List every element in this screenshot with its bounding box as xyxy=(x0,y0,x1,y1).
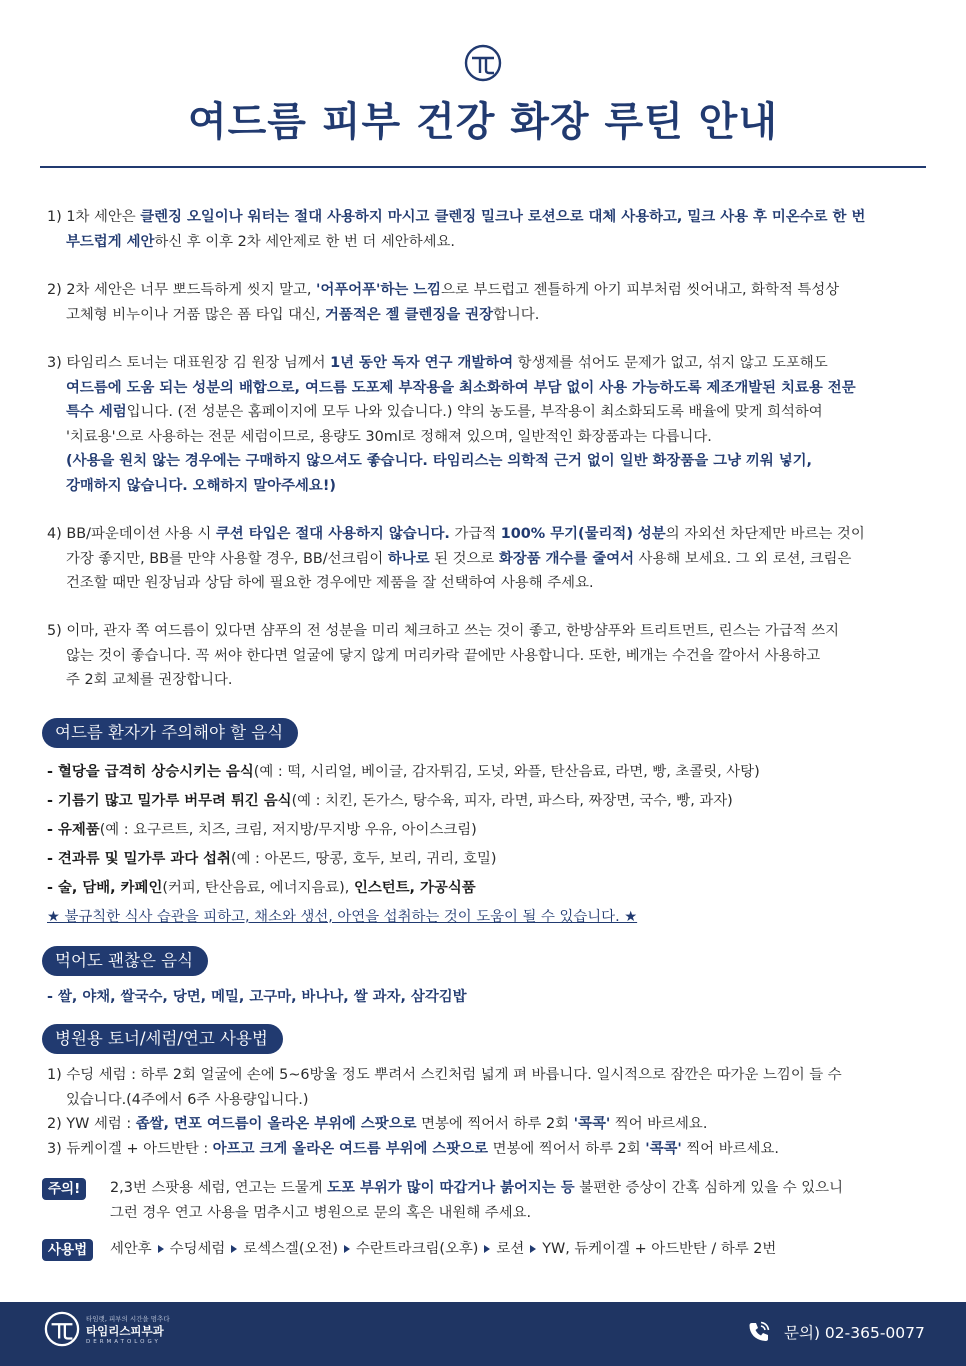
avoid-foods-heading: 여드름 환자가 주의해야 할 음식 xyxy=(42,718,298,748)
footer-tagline: 타임랫, 피부의 시간을 멈추다 xyxy=(86,1315,170,1323)
phone-icon xyxy=(746,1319,772,1345)
clinic-name-english: DERMATOLOGY xyxy=(86,1339,161,1345)
ok-foods-list: - 쌀, 야채, 쌀국수, 당면, 메밀, 고구마, 바나나, 쌀 과자, 삼각김밥 xyxy=(47,989,467,1005)
triangle-right-icon xyxy=(231,1245,237,1253)
usage-method-steps xyxy=(110,1237,930,1262)
triangle-right-icon xyxy=(530,1245,536,1253)
step-item: YW, 듀케이겔 + 아드반탄 / 하루 2번 xyxy=(542,1241,777,1257)
step-item: 세안후 xyxy=(110,1241,152,1257)
paragraph-1: 1) 1차 세안은 클렌징 오일이나 워터는 절대 사용하지 마시고 클렌징 밀크나 로션으로 대체 사용하고, 밀크 사용 후 미온수로 한 번 부드럽게 세안하신 후 이후 2차 세안제로 한 번 더 세안하세요. xyxy=(47,209,866,250)
step-item: 로션 xyxy=(496,1241,525,1257)
triangle-right-icon xyxy=(344,1245,350,1253)
page-title: 여드름 피부 건강 화장 루틴 안내 xyxy=(188,99,778,145)
triangle-right-icon xyxy=(158,1245,164,1253)
step-item: 수딩세럼 xyxy=(169,1241,226,1257)
timeless-logo-icon xyxy=(44,1311,80,1347)
title-divider xyxy=(40,166,926,168)
list-item: - 혈당을 급격히 상승시키는 음식(예 : 떡, 시리얼, 베이글, 감자튀김, 도넛, 와플, 탄산음료, 라면, 빵, 초콜릿, 사탕) xyxy=(47,764,760,780)
step-item: 로섹스겔(오전) xyxy=(243,1241,338,1257)
caution-text: 2,3번 스팟용 세럼, 연고는 드물게 도포 부위가 많이 따갑거나 붉어지는 등 불편한 증상이 간혹 심하게 있을 수 있으니 그런 경우 연고 사용을 멈추시고 병원으로 문의 혹은 내원해 주세요. xyxy=(110,1180,843,1221)
usage-list: 1) 수딩 세럼 : 하루 2회 얼굴에 손에 5~6방울 정도 뿌려서 스킨처럼 넓게 펴 바릅니다. 일시적으로 잠깐은 따가운 느낌이 들 수 있습니다.(4주에서 6주 사용량입니다.) 2) YW 세럼 : 좁쌀, 면포 여드름이 올라온 부위에 스팟으로 면봉에 찍어서 하루 2회 '콕콕' 찍어 바르세요. 3) 듀케이겔 + 아드반탄 : 아프고 크게 올라온 여드름 부위에 스팟으로 면봉에 찍어서 하루 2회 '콕콕' 찍어 바르세요. xyxy=(47,1067,842,1157)
caution-badge: 주의! xyxy=(42,1178,86,1200)
avoid-foods-list xyxy=(47,758,927,932)
usage-heading: 병원용 토너/세럼/연고 사용법 xyxy=(42,1024,283,1054)
step-item: 수란트라크림(오후) xyxy=(355,1241,479,1257)
timeless-logo-icon xyxy=(464,44,502,82)
paragraph-3: 3) 타임리스 토너는 대표원장 김 원장 님께서 1년 동안 독자 연구 개발하여 항생제를 섞어도 문제가 없고, 섞지 않고 도포해도 여드름에 도움 되는 성분의 배합으로, 여드름 도포제 부작용을 최소화하여 부담 없이 사용 가능하도록 제조개발된 치료용 전문 특수 세럼입니다. (전 성분은 홈페이지에 모두 나와 있습니다.) 약의 농도를, 부작용이 최소화되도록 배율에 맞게 희석하여 '치료용'으로 사용하는 전문 세럼이므로, 용량도 30ml로 정해져 있으며, 일반적인 화장품과는 다릅니다. (사용을 원치 않는 경우에는 구매하지 않으셔도 좋습니다. 타임리스는 의학적 근거 없이 일반 화장품을 그냥 끼워 넣기, 강매하지 않습니다. 오해하지 말아주세요!) xyxy=(47,355,856,494)
list-item: - 기름기 많고 밀가루 버무려 튀긴 음식(예 : 치킨, 돈가스, 탕수육, 피자, 라면, 파스타, 짜장면, 국수, 빵, 과자) xyxy=(47,793,733,809)
contact-phone[interactable]: 문의) 02-365-0077 xyxy=(784,1324,925,1342)
list-item: - 견과류 및 밀가루 과다 섭취(예 : 아몬드, 땅콩, 호두, 보리, 귀리, 호밀) xyxy=(47,851,497,867)
triangle-right-icon xyxy=(484,1245,490,1253)
footer xyxy=(0,1302,966,1366)
paragraph-5: 5) 이마, 관자 쪽 여드름이 있다면 샴푸의 전 성분을 미리 체크하고 쓰는 것이 좋고, 한방샴푸와 트리트먼트, 린스는 가급적 쓰지 않는 것이 좋습니다. 꼭 써야 한다면 얼굴에 닿지 않게 머리카락 끝에만 사용합니다. 또한, 베개는 수건을 깔아서 사용하고 주 2회 교체를 권장합니다. xyxy=(47,623,840,688)
clinic-name: 타임리스피부과 xyxy=(86,1324,164,1338)
diet-tip-note: ★ 불규칙한 식사 습관을 피하고, 채소와 생선, 아연을 섭취하는 것이 도움이 될 수 있습니다. ★ xyxy=(47,909,638,925)
usage-method-badge: 사용법 xyxy=(42,1239,93,1261)
list-item: - 유제품(예 : 요구르트, 치즈, 크림, 저지방/무지방 우유, 아이스크림) xyxy=(47,822,477,838)
paragraph-4: 4) BB/파운데이션 사용 시 쿠션 타입은 절대 사용하지 않습니다. 가급적 100% 무기(물리적) 성분의 자외선 차단제만 바르는 것이 가장 좋지만, BB를 만약 사용할 경우, BB/선크림이 하나로 된 것으로 화장품 개수를 줄여서 사용해 보세요. 그 외 로션, 크림은 건조할 때만 원장님과 상담 하에 필요한 경우에만 제품을 잘 선택하여 사용해 주세요. xyxy=(47,526,865,591)
paragraph-2: 2) 2차 세안은 너무 뽀드득하게 씻지 말고, '어푸어푸'하는 느낌으로 부드럽고 젠틀하게 아기 피부처럼 씻어내고, 화학적 특성상 고체형 비누이나 거품 많은 폼 타입 대신, 거품적은 젤 클렌징을 권장합니다. xyxy=(47,282,840,323)
list-item: - 술, 담배, 카페인(커피, 탄산음료, 에너지음료), 인스턴트, 가공식품 xyxy=(47,880,476,896)
ok-foods-heading: 먹어도 괜찮은 음식 xyxy=(42,946,208,976)
